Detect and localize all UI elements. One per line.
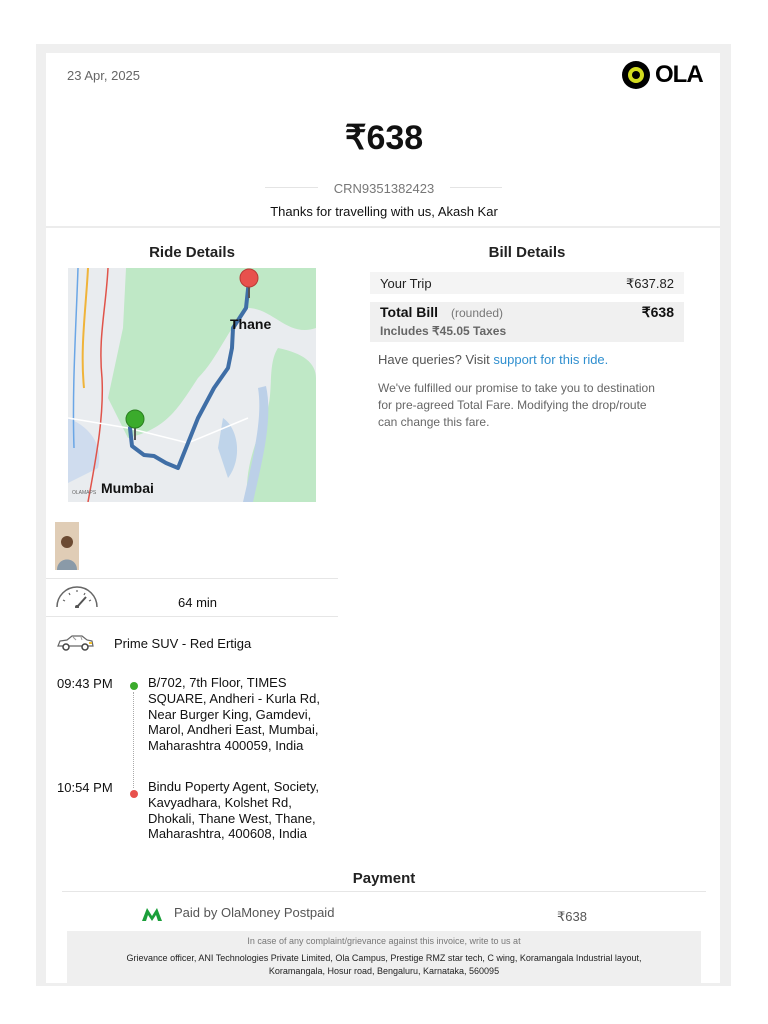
map-label-mumbai: Mumbai bbox=[101, 480, 154, 496]
brand-name: OLA bbox=[655, 61, 703, 88]
olamoney-icon bbox=[141, 906, 163, 922]
grievance-intro: In case of any complaint/grievance against this invoice, write to us at bbox=[247, 936, 521, 946]
promise-text: We've fulfilled our promise to take you to destination for pre-agreed Total Fare. Modifying the drop/route can change this fare. bbox=[378, 381, 655, 429]
total-amount: ₹638 bbox=[344, 119, 424, 157]
taxes-note: Includes ₹45.05 Taxes bbox=[380, 324, 507, 338]
car-icon bbox=[56, 633, 94, 653]
route-connector bbox=[133, 692, 134, 788]
ola-logo bbox=[622, 60, 702, 90]
invoice-date: 23 Apr, 2025 bbox=[67, 68, 141, 83]
payment-divider bbox=[62, 891, 706, 892]
payment-title: Payment bbox=[352, 870, 416, 887]
pickup-dot-icon bbox=[130, 682, 138, 690]
total-bill-row bbox=[370, 302, 684, 342]
route-map[interactable] bbox=[68, 268, 316, 502]
drop-time: 10:54 PM bbox=[57, 780, 113, 795]
queries-line bbox=[378, 352, 608, 367]
ride-separator-1 bbox=[46, 578, 338, 579]
route-map-graphic bbox=[68, 268, 316, 502]
payment-amount: ₹638 bbox=[557, 909, 587, 924]
your-trip-value: ₹637.82 bbox=[625, 276, 674, 291]
grievance-footer bbox=[67, 931, 701, 983]
total-bill-note: (rounded) bbox=[451, 306, 504, 320]
your-trip-row bbox=[370, 272, 684, 294]
crn-number: CRN9351382423 bbox=[333, 181, 435, 196]
map-label-thane: Thane bbox=[230, 316, 272, 332]
pickup-time: 09:43 PM bbox=[57, 676, 113, 691]
map-brand-label: OLAMAPS bbox=[72, 490, 97, 496]
pickup-address: B/702, 7th Floor, TIMES SQUARE, Andheri - Kurla Rd, Near Burger King, Gamdevi, Marol, Andheri East, Mumbai, Maharashtra 400059, India bbox=[148, 675, 320, 754]
driver-avatar bbox=[55, 522, 79, 570]
header-divider bbox=[46, 226, 720, 228]
bill-details-title: Bill Details bbox=[488, 244, 566, 261]
drop-dot-icon bbox=[130, 790, 138, 798]
payment-method: Paid by OlaMoney Postpaid bbox=[174, 905, 335, 920]
support-link[interactable]: support for this ride. bbox=[493, 352, 609, 367]
ride-separator-2 bbox=[46, 616, 338, 617]
speedometer-icon bbox=[55, 586, 99, 608]
car-type: Prime SUV - Red Ertiga bbox=[114, 636, 252, 651]
queries-text: Have queries? Visit bbox=[378, 352, 490, 367]
total-bill-label: Total Bill bbox=[380, 304, 439, 320]
ride-duration: 64 min bbox=[178, 595, 218, 610]
total-bill-value: ₹638 bbox=[641, 304, 674, 320]
drop-address: Bindu Poperty Agent, Society, Kavyadhara, Kolshet Rd, Dhokali, Thane West, Thane, Maharashtra, 400608, India bbox=[148, 779, 320, 842]
ride-details-title: Ride Details bbox=[149, 244, 235, 261]
your-trip-label: Your Trip bbox=[380, 276, 432, 291]
grievance-address: Grievance officer, ANI Technologies Private Limited, Ola Campus, Prestige RMZ star tech, C wing, Koramangala Industrial layout, Koramangala, Hosur road, Bengaluru, Karnataka, 560095 bbox=[126, 953, 642, 976]
ola-logo-icon bbox=[622, 61, 650, 89]
thanks-message: Thanks for travelling with us, Akash Kar bbox=[270, 204, 498, 219]
